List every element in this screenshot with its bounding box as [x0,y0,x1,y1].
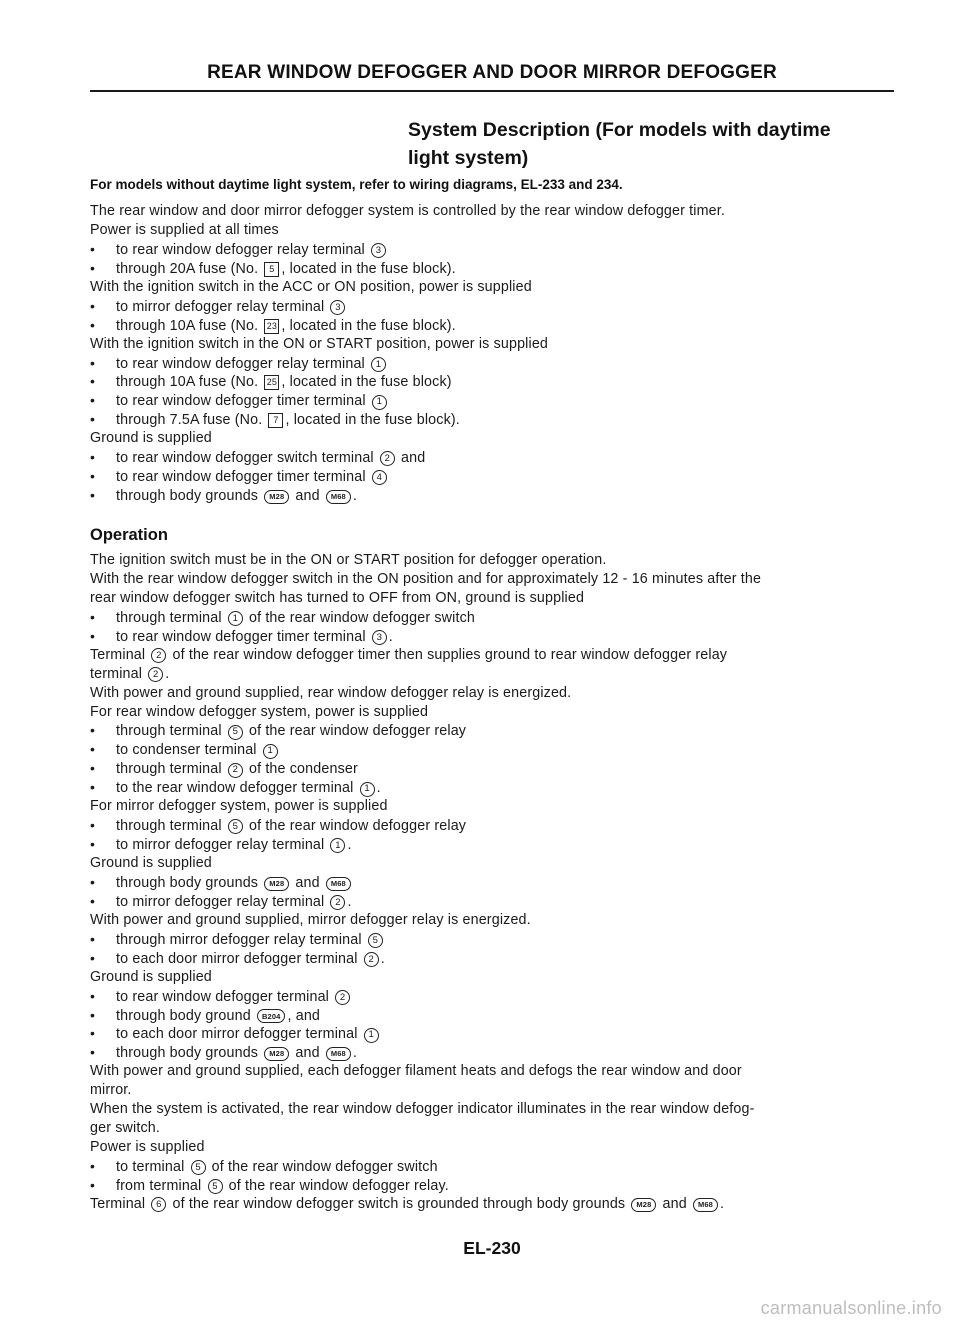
terminal-number-icon: 2 [335,990,350,1005]
terminal-number-icon: 1 [371,357,386,372]
terminal-number-icon: 2 [330,895,345,910]
text-line: Ground is supplied [90,855,212,871]
bullet-line [90,467,900,486]
ground-point-icon: M28 [631,1198,656,1212]
line-text: and [662,1195,687,1212]
line-text: , located in the fuse block). [285,412,460,429]
text-line: The ignition switch must be in the ON or START position for defogger operation. [90,552,607,568]
ground-point-icon: B204 [257,1009,286,1023]
line-text: . [352,1045,358,1062]
page-header-title: REAR WINDOW DEFOGGER AND DOOR MIRROR DEFOGGER [207,62,777,83]
text-line [90,665,900,684]
bullet-line [90,627,900,646]
bullet-line [90,608,900,627]
line-text: , located in the fuse block). [281,260,456,277]
fuse-number-icon: 5 [264,262,279,277]
bullet-line [90,816,900,835]
bullet-line [90,1157,900,1176]
line-text: to the rear window defogger terminal [116,780,354,797]
ground-point-icon: M68 [326,1047,351,1061]
bullet-line [90,873,900,892]
line-text: through 7.5A fuse (No. [116,412,263,429]
line-text: terminal [90,665,143,682]
terminal-number-icon: 1 [372,395,387,410]
text-line: With the ignition switch in the ACC or ON position, power is supplied [90,278,532,295]
bullet-line [90,391,900,410]
terminal-number-icon: 2 [380,451,395,466]
line-text: to mirror defogger relay terminal [116,298,325,315]
text-line: Power is supplied [90,1139,205,1156]
page-number: EL-230 [463,1238,521,1258]
terminal-number-icon: 1 [360,782,375,797]
ground-point-icon: M28 [264,877,289,891]
line-text: Terminal [90,1195,146,1212]
text-line: Power is supplied at all times [90,221,279,238]
line-text: to rear window defogger relay terminal [116,355,365,372]
text-line [90,1195,900,1214]
bullet-line [90,240,900,259]
ground-point-icon: M28 [264,490,289,504]
line-text: . [347,893,352,910]
bullet-line [90,259,900,278]
terminal-number-icon: 5 [228,725,243,740]
line-text: to rear window defogger timer terminal [116,628,366,645]
text-line: With the rear window defogger switch in the ON position and for approximately 12 - 16 minutes after the [90,570,762,587]
text-line: With power and ground supplied, mirror defogger relay is energized. [90,911,531,928]
section-title-line-2: light system) [408,147,529,169]
terminal-number-icon: 3 [371,243,386,258]
terminal-number-icon: 3 [372,630,387,645]
text-line: Ground is supplied [90,430,212,447]
bullet-line [90,354,900,373]
line-text: . [380,950,385,967]
line-text: through 10A fuse (No. [116,317,259,334]
line-text: to each door mirror defogger terminal [116,950,358,967]
bullet-line [90,759,900,778]
line-text: of the rear window defogger switch [211,1159,438,1175]
bullet-line [90,410,900,429]
operation-block [90,551,900,1214]
line-text: . [347,837,352,854]
terminal-number-icon: 3 [330,300,345,315]
line-text: of the rear window defogger switch is grounded through body grounds [172,1195,626,1212]
terminal-number-icon: 5 [191,1160,206,1175]
section-title [408,116,888,172]
line-text: to each door mirror defogger terminal [116,1026,358,1043]
bullet-line [90,297,900,316]
bullet-line [90,721,900,740]
bullet-line [90,372,900,391]
terminal-number-icon: 2 [151,648,166,663]
fuse-number-icon: 23 [264,319,279,334]
ground-point-icon: M68 [326,877,351,891]
line-text: of the rear window defogger relay [248,723,467,740]
line-text: through terminal [116,609,222,626]
header-rule [90,90,894,92]
line-text: to rear window defogger relay terminal [116,241,365,258]
terminal-number-icon: 5 [368,933,383,948]
ground-point-icon: M68 [326,490,351,504]
line-text: , and [287,1007,321,1024]
line-text: . [165,665,170,682]
line-text: through body grounds [116,1045,259,1062]
line-text: through terminal [116,723,222,740]
bullet-line [90,1043,900,1062]
bullet-line [90,448,900,467]
description-block [90,202,900,505]
wiring-note: For models without daytime light system, refer to wiring diagrams, EL-233 and 234. [90,177,623,192]
section-title-line-1: System Description (For models with daytime [408,119,831,141]
line-text: to rear window defogger timer terminal [116,469,366,486]
line-text: through terminal [116,761,222,778]
line-text: , located in the fuse block) [281,374,452,391]
line-text: through body grounds [116,874,259,891]
text-line: Ground is supplied [90,968,212,985]
bullet-line [90,1024,900,1043]
line-text: through 10A fuse (No. [116,374,259,391]
bullet-line [90,987,900,1006]
bullet-line [90,316,900,335]
text-line: For mirror defogger system, power is supplied [90,798,388,815]
line-text: of the rear window defogger relay. [228,1177,449,1194]
text-line: With power and ground supplied, each defogger filament heats and defogs the rear window and door [90,1063,742,1080]
line-text: of the rear window defogger relay [248,818,467,835]
text-line: The rear window and door mirror defogger system is controlled by the rear window defogger timer. [90,203,726,219]
bullet-line [90,778,900,797]
bullet-line [90,949,900,968]
ground-point-icon: M28 [264,1047,289,1061]
bullet-line [90,892,900,911]
ground-point-icon: M68 [693,1198,718,1212]
line-text: and [295,874,320,891]
terminal-number-icon: 5 [228,819,243,834]
text-line: With the ignition switch in the ON or START position, power is supplied [90,335,549,352]
line-text: from terminal [116,1177,202,1194]
line-text: to rear window defogger switch terminal [116,450,374,467]
text-line: For rear window defogger system, power is supplied [90,703,429,720]
text-line: mirror. [90,1082,132,1099]
terminal-number-icon: 6 [151,1197,166,1212]
terminal-number-icon: 1 [364,1028,379,1043]
line-text: through 20A fuse (No. [116,260,259,277]
line-text: of the condenser [248,761,358,778]
line-text: to rear window defogger terminal [116,988,330,1005]
line-text: to condenser terminal [116,742,257,759]
terminal-number-icon: 4 [372,470,387,485]
line-text: Terminal [90,646,146,663]
bullet-line [90,740,900,759]
line-text: through mirror defogger relay terminal [116,931,362,948]
text-line: When the system is activated, the rear window defogger indicator illuminates in the rear window defog- [90,1101,755,1118]
bullet-line [90,1176,900,1195]
line-text: to rear window defogger timer terminal [116,393,366,410]
line-text: to mirror defogger relay terminal [116,893,325,910]
terminal-number-icon: 5 [208,1179,223,1194]
line-text: to terminal [116,1159,185,1175]
text-line: With power and ground supplied, rear window defogger relay is energized. [90,684,572,701]
line-text: of the rear window defogger switch [248,609,475,626]
line-text: . [388,628,393,645]
line-text: , located in the fuse block). [281,317,456,334]
line-text: and [295,488,320,505]
terminal-number-icon: 1 [228,611,243,626]
operation-heading: Operation [90,526,168,544]
terminal-number-icon: 2 [228,763,243,778]
terminal-number-icon: 1 [330,838,345,853]
line-text: and [295,1045,320,1062]
line-text: and [401,450,426,467]
bullet-line [90,1006,900,1025]
line-text: through terminal [116,818,222,835]
bullet-line [90,486,900,505]
bullet-line [90,930,900,949]
terminal-number-icon: 1 [263,744,278,759]
text-line: ger switch. [90,1120,160,1137]
fuse-number-icon: 25 [264,375,279,390]
line-text: . [352,488,358,505]
bullet-line [90,835,900,854]
terminal-number-icon: 2 [364,952,379,967]
terminal-number-icon: 2 [148,667,163,682]
line-text: through body ground [116,1007,251,1024]
line-text: through body grounds [116,488,259,505]
watermark: carmanualsonline.info [760,1298,942,1318]
line-text: . [720,1195,725,1212]
line-text: . [376,780,381,797]
text-line: rear window defogger switch has turned to OFF from ON, ground is supplied [90,589,585,606]
line-text: to mirror defogger relay terminal [116,837,325,854]
text-line [90,646,900,665]
line-text: of the rear window defogger timer then supplies ground to rear window defogger relay [172,646,728,663]
fuse-number-icon: 7 [268,413,283,428]
